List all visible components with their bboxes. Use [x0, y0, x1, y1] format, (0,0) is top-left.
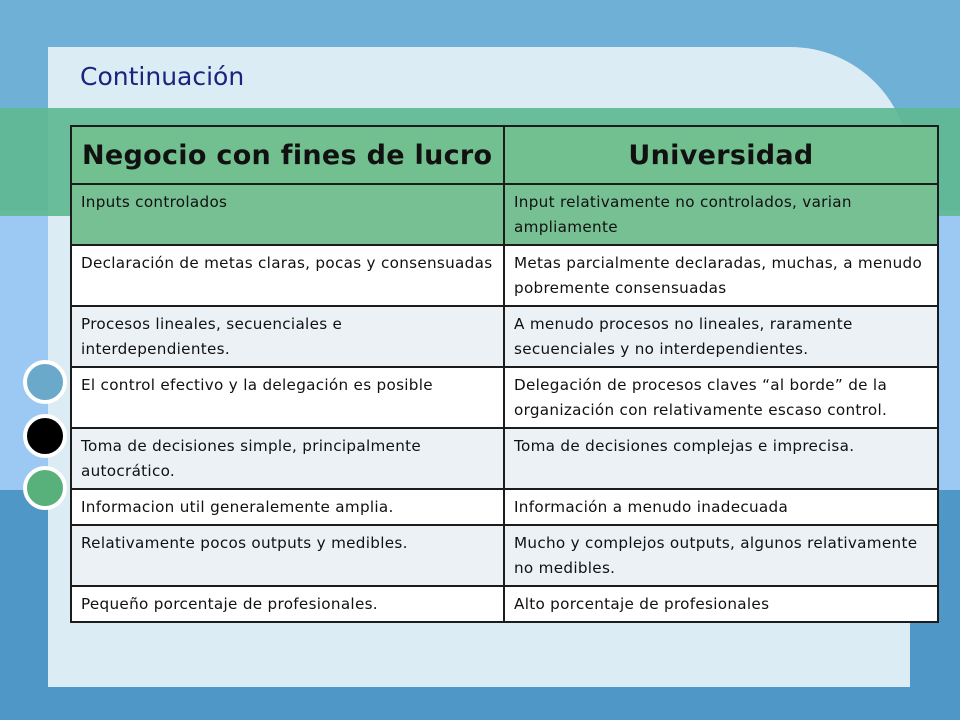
header-university: Universidad — [504, 126, 938, 184]
header-for-profit: Negocio con fines de lucro — [71, 126, 504, 184]
table-row — [71, 586, 938, 622]
table-header-row — [71, 126, 938, 184]
cell-for-profit: Inputs controlados — [71, 184, 504, 245]
cell-university: A menudo procesos no lineales, raramente secuenciales y no interdependientes. — [504, 306, 938, 367]
decorative-circle-black — [23, 414, 67, 458]
cell-for-profit: Procesos lineales, secuenciales e interdependientes. — [71, 306, 504, 367]
cell-university: Alto porcentaje de profesionales — [504, 586, 938, 622]
table-row — [71, 525, 938, 586]
cell-for-profit: Toma de decisiones simple, principalmente autocrático. — [71, 428, 504, 489]
table-row — [71, 489, 938, 525]
decorative-circle-green — [23, 466, 67, 510]
cell-university: Metas parcialmente declaradas, muchas, a menudo pobremente consensuadas — [504, 245, 938, 306]
cell-university: Delegación de procesos claves “al borde” de la organización con relativamente escaso control. — [504, 367, 938, 428]
table-row — [71, 306, 938, 367]
cell-university: Toma de decisiones complejas e imprecisa. — [504, 428, 938, 489]
comparison-table — [70, 125, 939, 623]
cell-for-profit: El control efectivo y la delegación es posible — [71, 367, 504, 428]
table-row — [71, 184, 938, 245]
cell-for-profit: Informacion util generalemente amplia. — [71, 489, 504, 525]
cell-for-profit: Relativamente pocos outputs y medibles. — [71, 525, 504, 586]
cell-for-profit: Declaración de metas claras, pocas y consensuadas — [71, 245, 504, 306]
cell-university: Input relativamente no controlados, varian ampliamente — [504, 184, 938, 245]
cell-university: Mucho y complejos outputs, algunos relativamente no medibles. — [504, 525, 938, 586]
cell-for-profit: Pequeño porcentaje de profesionales. — [71, 586, 504, 622]
table-row — [71, 245, 938, 306]
decorative-circle-blue — [23, 360, 67, 404]
table-row — [71, 428, 938, 489]
slide-title: Continuación — [80, 62, 245, 91]
cell-university: Información a menudo inadecuada — [504, 489, 938, 525]
table-row — [71, 367, 938, 428]
